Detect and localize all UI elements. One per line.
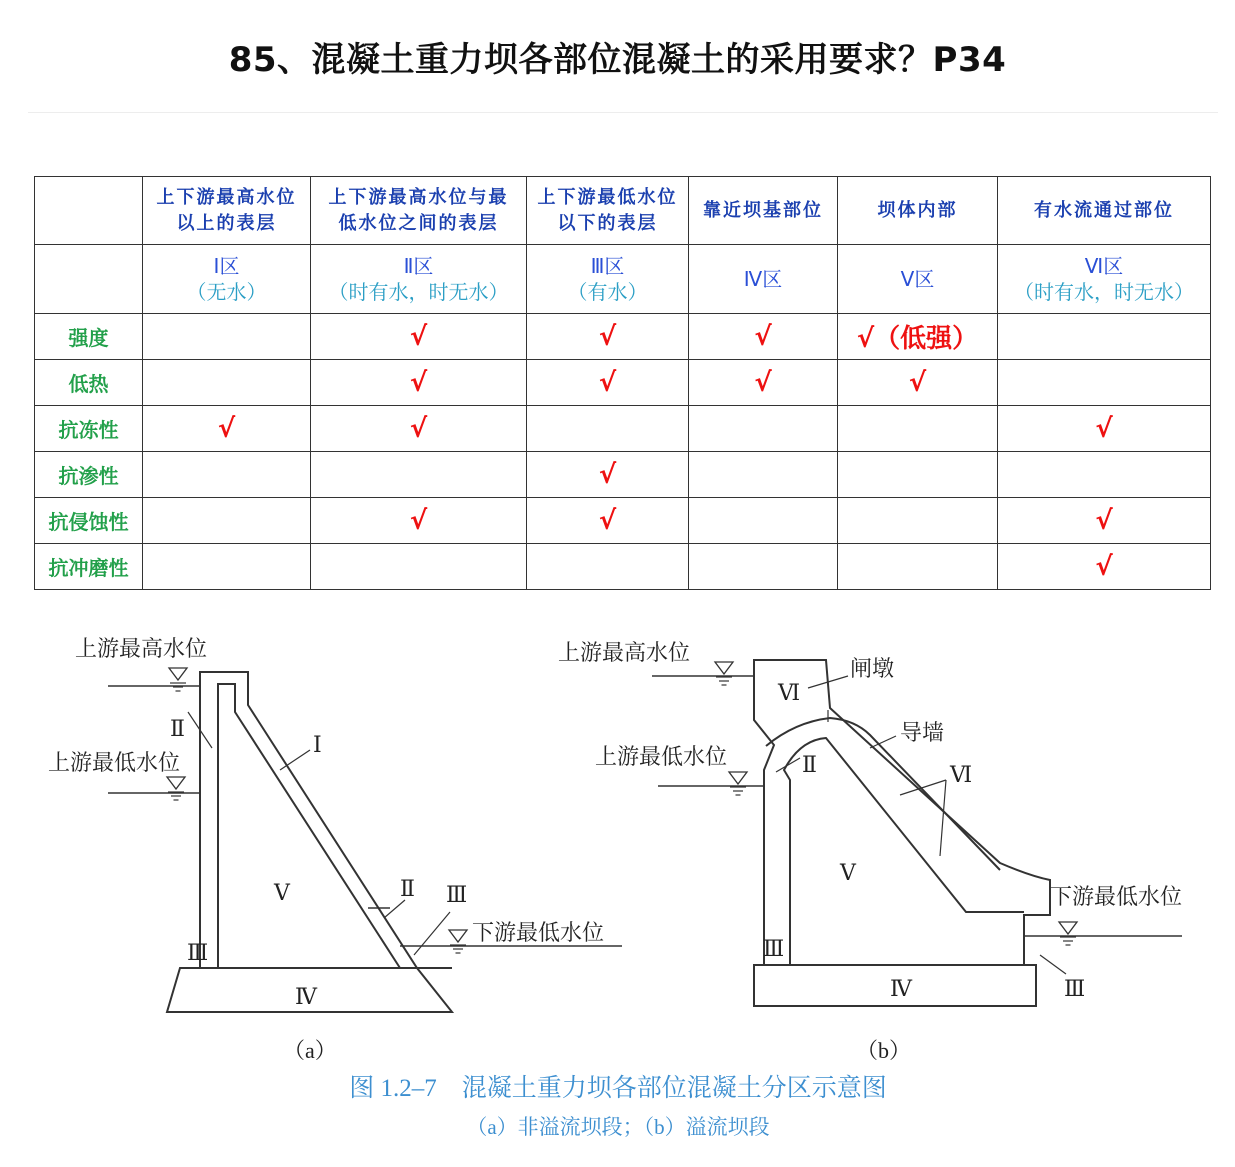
check-cell: [998, 314, 1211, 360]
label-upstream-low-a: 上游最低水位: [48, 750, 181, 775]
zone-cell: Ⅵ区 （时有水，时无水）: [998, 245, 1211, 314]
column-description: 上下游最高水位与最 低水位之间的表层: [311, 177, 527, 245]
check-cell: [998, 360, 1211, 406]
zone-cell: Ⅲ区 （有水）: [527, 245, 689, 314]
check-cell: √: [311, 498, 527, 544]
water-level-icon: [715, 662, 733, 685]
zone-label: Ⅲ: [446, 882, 468, 907]
column-description: 坝体内部: [838, 177, 998, 245]
diagram-a: [108, 672, 622, 1012]
zone-label: Ⅰ: [313, 732, 322, 757]
check-cell: √: [311, 406, 527, 452]
label-guide-wall: 导墙: [900, 720, 945, 745]
label-upstream-high-a: 上游最高水位: [75, 636, 208, 661]
dam-b-spillway-surface: [766, 718, 1000, 870]
zone-cell: Ⅳ区: [689, 245, 838, 314]
check-cell: [689, 498, 838, 544]
figure-caption-subtitle: （a）非溢流坝段；（b）溢流坝段: [466, 1115, 770, 1139]
column-description: 有水流通过部位: [998, 177, 1211, 245]
label-upstream-high-b: 上游最高水位: [558, 640, 691, 665]
row-label: 抗侵蚀性: [35, 498, 143, 544]
column-description: 靠近坝基部位: [689, 177, 838, 245]
column-description: 上下游最低水位 以下的表层: [527, 177, 689, 245]
zone-cell: Ⅰ区 （无水）: [143, 245, 311, 314]
check-cell: [838, 406, 998, 452]
table-row: [35, 452, 1211, 498]
row-label: 低热: [35, 360, 143, 406]
zone-label: Ⅱ: [802, 752, 817, 777]
caption-b: （b）: [856, 1038, 912, 1063]
row-label: 抗冲磨性: [35, 544, 143, 590]
zone-label: Ⅵ: [950, 762, 973, 787]
zone-label: Ⅴ: [274, 880, 290, 905]
water-level-icon: [729, 772, 747, 795]
check-cell: √: [998, 406, 1211, 452]
corner-cell: [35, 177, 143, 245]
check-cell: √: [838, 360, 998, 406]
check-cell: √: [143, 406, 311, 452]
zone-label: Ⅲ: [187, 940, 209, 965]
water-level-icon: [449, 930, 467, 953]
check-cell: √: [689, 314, 838, 360]
label-gate-pier: 闸墩: [850, 656, 895, 681]
check-cell: √: [527, 452, 689, 498]
diagram-b: [652, 660, 1182, 1006]
zone-label: Ⅴ: [840, 860, 856, 885]
label-upstream-low-b: 上游最低水位: [595, 744, 728, 769]
caption-a: （a）: [283, 1038, 337, 1063]
check-cell: [527, 406, 689, 452]
check-cell: √: [998, 498, 1211, 544]
figure-caption-title: 图 1.2–7 混凝土重力坝各部位混凝土分区示意图: [349, 1075, 887, 1102]
row-label: 强度: [35, 314, 143, 360]
check-cell: √（低强）: [838, 314, 998, 360]
zone-label: Ⅳ: [890, 976, 912, 1001]
table-row: [35, 360, 1211, 406]
check-cell: √: [689, 360, 838, 406]
zone-label: Ⅱ: [400, 876, 415, 901]
check-cell: √: [527, 498, 689, 544]
page-title: 85、混凝土重力坝各部位混凝土的采用要求？P34: [228, 40, 1007, 80]
check-cell: √: [527, 360, 689, 406]
label-downstream-low-b: 下游最低水位: [1050, 884, 1183, 909]
row-label: 抗渗性: [35, 452, 143, 498]
check-cell: √: [998, 544, 1211, 590]
header-row-description: [35, 177, 1211, 245]
check-cell: [689, 406, 838, 452]
header-row-zone: [35, 245, 1211, 314]
check-cell: [143, 498, 311, 544]
check-cell: [143, 452, 311, 498]
check-cell: [143, 314, 311, 360]
check-cell: [998, 452, 1211, 498]
check-cell: [838, 544, 998, 590]
zone-label: Ⅲ: [1064, 976, 1086, 1001]
water-level-icon: [169, 668, 187, 691]
zone-cell: Ⅱ区 （时有水，时无水）: [311, 245, 527, 314]
check-cell: [838, 452, 998, 498]
table-row: [35, 544, 1211, 590]
check-cell: √: [527, 314, 689, 360]
check-cell: [689, 452, 838, 498]
zone-label: Ⅱ: [170, 716, 185, 741]
title-divider: [28, 112, 1218, 113]
zone-label: Ⅵ: [778, 680, 801, 705]
dam-zoning-figure: [30, 600, 1200, 1160]
table-row: [35, 406, 1211, 452]
water-level-icon: [1059, 922, 1077, 945]
dam-a-outline: [167, 672, 452, 1012]
corner-cell: [35, 245, 143, 314]
check-cell: √: [311, 314, 527, 360]
check-cell: [689, 544, 838, 590]
table-row: [35, 498, 1211, 544]
water-level-icon: [167, 777, 185, 800]
check-cell: √: [311, 360, 527, 406]
requirements-table: [34, 176, 1211, 590]
zone-label: Ⅲ: [763, 936, 785, 961]
check-cell: [527, 544, 689, 590]
dam-a-inner-line: [218, 684, 400, 968]
zone-label: Ⅳ: [295, 984, 317, 1009]
table-row: [35, 314, 1211, 360]
check-cell: [838, 498, 998, 544]
check-cell: [311, 544, 527, 590]
check-cell: [143, 360, 311, 406]
row-label: 抗冻性: [35, 406, 143, 452]
zone-cell: Ⅴ区: [838, 245, 998, 314]
check-cell: [311, 452, 527, 498]
check-cell: [143, 544, 311, 590]
label-downstream-low-a: 下游最低水位: [472, 920, 605, 945]
column-description: 上下游最高水位 以上的表层: [143, 177, 311, 245]
